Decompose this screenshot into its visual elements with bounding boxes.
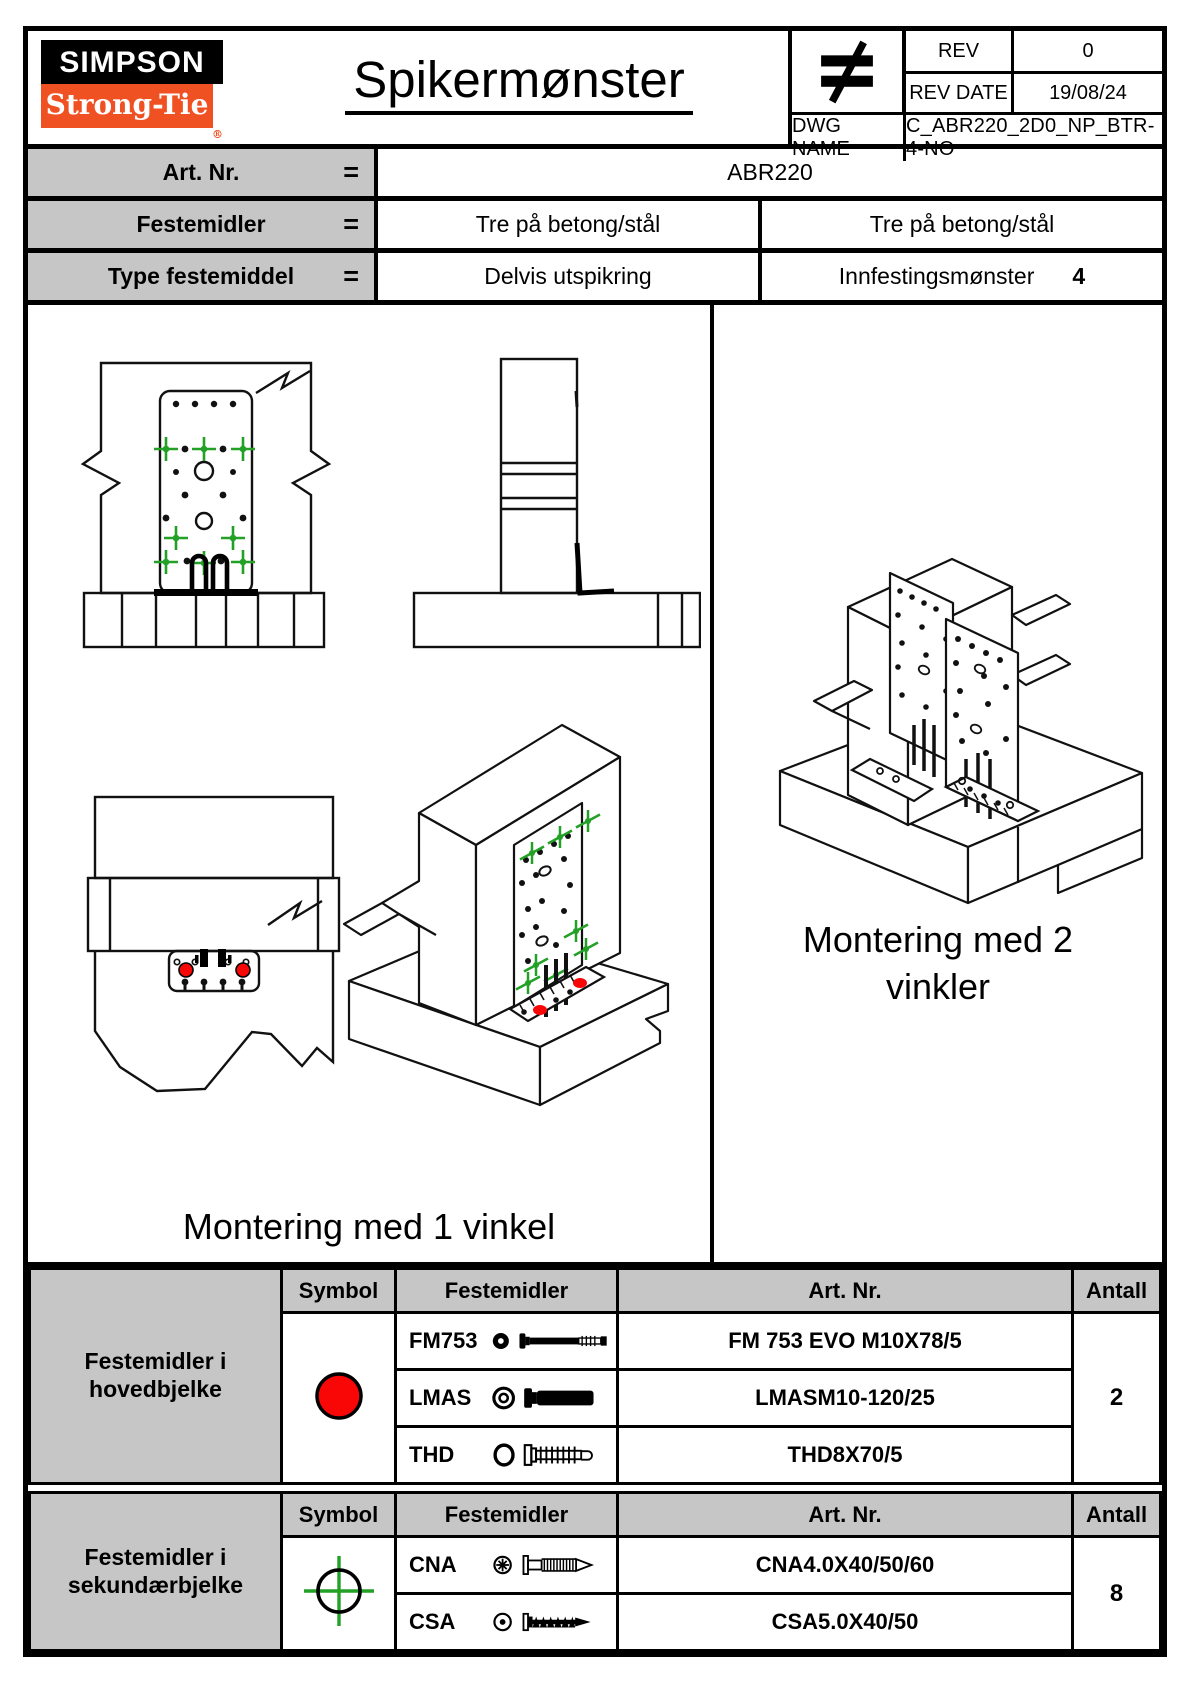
col-header-antall: Antall xyxy=(1073,1269,1161,1313)
caption-one-angle: Montering med 1 vinkel xyxy=(182,1206,556,1247)
fm753-bolt-icon xyxy=(489,1323,616,1359)
info-type-left: Delvis utspikring xyxy=(378,253,762,300)
col-header-symbol: Symbol xyxy=(282,1493,396,1537)
symbol-sekundaerbjelke xyxy=(282,1537,396,1651)
drawing-area xyxy=(28,305,1162,1267)
info-row-type xyxy=(28,253,1162,305)
col-header-artnr: Art. Nr. xyxy=(618,1269,1073,1313)
table-sekundaerbjelke xyxy=(28,1491,1162,1652)
info-festemidler-left: Tre på betong/stål xyxy=(378,201,762,248)
green-crosshair-icon xyxy=(300,1552,378,1630)
info-row-artnr xyxy=(28,149,1162,201)
equals-sign: = xyxy=(343,157,359,187)
festemiddel-cell xyxy=(396,1537,618,1594)
festemiddel-code: CNA xyxy=(409,1552,457,1577)
festemiddel-cell xyxy=(396,1313,618,1370)
brand-logo xyxy=(28,31,250,144)
festemiddel-cell xyxy=(396,1594,618,1651)
revision-block xyxy=(788,31,1162,160)
info-label-artnr: Art. Nr. = xyxy=(28,149,378,196)
csa-screw-icon xyxy=(489,1604,616,1640)
table-hovedbjelke xyxy=(28,1267,1162,1485)
not-equal-icon xyxy=(810,38,884,106)
fastener-tables xyxy=(28,1267,1162,1652)
col-header-symbol: Symbol xyxy=(282,1269,396,1313)
info-row-festemidler xyxy=(28,201,1162,253)
info-label-festemidler: Festemidler = xyxy=(28,201,378,248)
nail-holes xyxy=(182,979,246,990)
equals-sign: = xyxy=(343,209,359,239)
rev-date-value: 19/08/24 xyxy=(1014,74,1162,115)
main-fastener-markers xyxy=(179,963,250,977)
col-header-festemidler: Festemidler xyxy=(396,1493,618,1537)
lmas-anchor-icon xyxy=(489,1380,616,1416)
festemiddel-code: FM753 xyxy=(409,1328,478,1353)
col-header-festemidler: Festemidler xyxy=(396,1269,618,1313)
iso-one-angle-drawing xyxy=(324,713,709,1113)
artnr-value: CNA4.0X40/50/60 xyxy=(618,1537,1073,1594)
group-label-hovedbjelke: Festemidler i hovedbjelke xyxy=(30,1269,282,1484)
red-dot-icon xyxy=(311,1368,367,1424)
sheet-title-text: Spikermønster xyxy=(345,50,693,115)
secondary-fastener-markers xyxy=(154,437,255,575)
brand-logo-bottom: Strong-Tie ® xyxy=(41,84,213,128)
info-label-type: Type festemiddel = xyxy=(28,253,378,300)
info-value-artnr: ABR220 xyxy=(727,159,813,185)
front-view-drawing xyxy=(56,331,386,661)
dwg-name-label: DWG NAME xyxy=(792,115,906,161)
innfestingsmonster-label: Innfestingsmønster xyxy=(838,263,1035,289)
artnr-value: LMASM10-120/25 xyxy=(618,1370,1073,1427)
col-header-artnr: Art. Nr. xyxy=(618,1493,1073,1537)
brand-logo-top: SIMPSON xyxy=(41,40,223,84)
artnr-value: THD8X70/5 xyxy=(618,1427,1073,1484)
antall-hovedbjelke: 2 xyxy=(1073,1313,1161,1484)
angle-bracket-profile xyxy=(577,543,614,593)
symbol-hovedbjelke xyxy=(282,1313,396,1484)
group-label-sekundaerbjelke: Festemidler i sekundærbjelke xyxy=(30,1493,282,1651)
rev-label: REV xyxy=(906,31,1014,74)
col-header-antall: Antall xyxy=(1073,1493,1161,1537)
dwg-name-value: C_ABR220_2D0_NP_BTR-4-NO xyxy=(906,115,1155,160)
rev-date-label: REV DATE xyxy=(906,74,1014,115)
iso-two-angles-drawing xyxy=(718,463,1163,928)
drawing-panel-two-angles xyxy=(710,305,1162,1262)
festemiddel-cell xyxy=(396,1427,618,1484)
sheet-title xyxy=(250,31,788,144)
artnr-value: FM 753 EVO M10X78/5 xyxy=(618,1313,1073,1370)
registered-mark: ® xyxy=(212,128,223,141)
innfestingsmonster-number: 4 xyxy=(1072,263,1086,289)
thd-screw-icon xyxy=(489,1437,616,1473)
artnr-value: CSA5.0X40/50 xyxy=(618,1594,1073,1651)
caption-two-angles: Montering med 2 vinkler xyxy=(802,919,1074,1007)
festemiddel-code: THD xyxy=(409,1442,455,1467)
festemiddel-cell xyxy=(396,1370,618,1427)
rev-value: 0 xyxy=(1014,31,1162,74)
cna-nail-icon xyxy=(489,1547,616,1583)
side-view-drawing xyxy=(376,331,701,661)
antall-sekundaerbjelke: 8 xyxy=(1073,1537,1161,1651)
title-block xyxy=(28,31,1162,160)
drawing-sheet xyxy=(23,26,1167,1657)
festemiddel-code: LMAS xyxy=(409,1385,472,1410)
info-type-right xyxy=(762,253,1162,300)
projection-symbol-cell xyxy=(792,31,906,115)
info-festemidler-right: Tre på betong/stål xyxy=(869,211,1055,237)
festemiddel-code: CSA xyxy=(409,1609,456,1634)
drawing-panel-one-angle xyxy=(28,305,710,1262)
equals-sign: = xyxy=(343,261,359,291)
